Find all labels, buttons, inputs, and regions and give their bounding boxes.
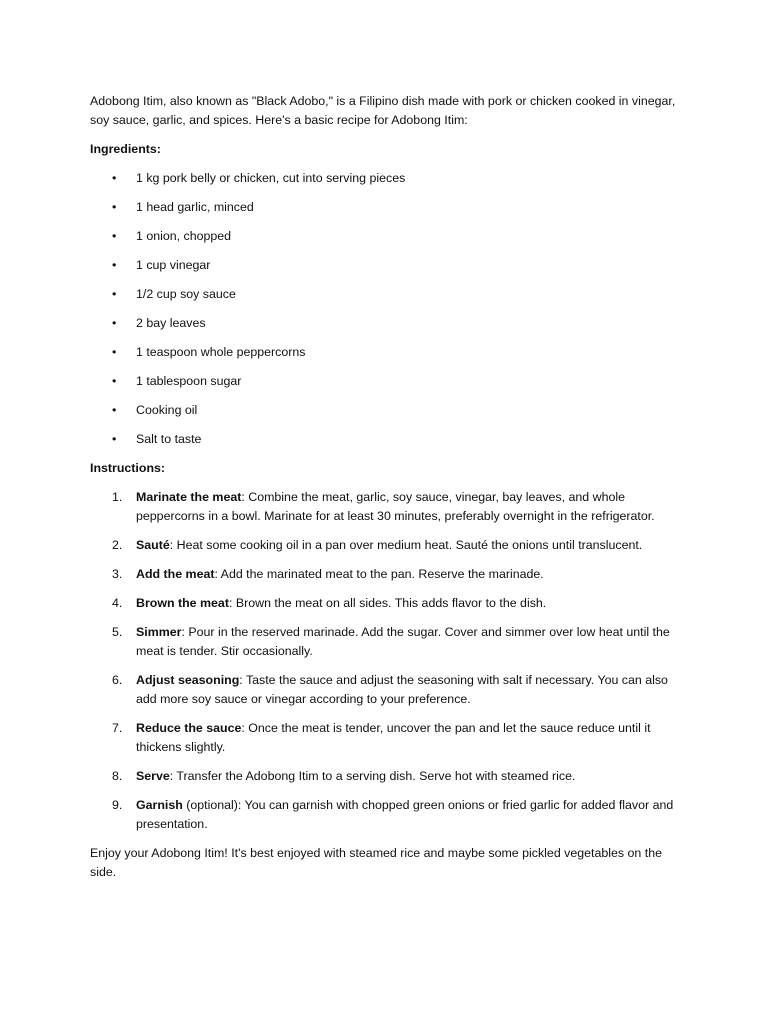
list-item	[90, 401, 690, 420]
step-number: 5.	[112, 625, 123, 639]
list-item	[90, 285, 690, 304]
intro-paragraph: Adobong Itim, also known as "Black Adobo," is a Filipino dish made with pork or chicken cooked in vinegar, soy sauce, garlic, and spices. Here's a basic recipe for Adobong Itim:	[90, 94, 676, 127]
list-item	[90, 314, 690, 333]
step-title: Add the meat	[136, 567, 215, 581]
step-title: Adjust seasoning	[136, 673, 240, 687]
bullet-icon: •	[112, 316, 117, 330]
ingredient-text: 1/2 cup soy sauce	[136, 287, 236, 301]
ingredient-text: 1 cup vinegar	[136, 258, 211, 272]
bullet-icon: •	[112, 287, 117, 301]
step-title: Garnish	[136, 798, 183, 812]
bullet-icon: •	[112, 403, 117, 417]
list-item	[90, 767, 690, 786]
list-item	[90, 565, 690, 584]
step-text: : Taste the sauce and adjust the seasoning with salt if necessary. You can also add more soy sauce or vinegar according to your preference.	[136, 673, 668, 706]
step-title: Brown the meat	[136, 596, 229, 610]
bullet-icon: •	[112, 200, 117, 214]
step-text: : Combine the meat, garlic, soy sauce, vinegar, bay leaves, and whole peppercorns in a bowl. Marinate for at least 30 minutes, preferably overnight in the refrigerator.	[136, 490, 655, 523]
list-item	[90, 430, 690, 449]
step-text: : Heat some cooking oil in a pan over medium heat. Sauté the onions until translucent.	[169, 538, 643, 552]
ingredients-list	[90, 169, 690, 449]
list-item	[90, 719, 690, 757]
list-item	[90, 227, 690, 246]
step-text: (optional): You can garnish with chopped green onions or fried garlic for added flavor and presentation.	[136, 798, 674, 831]
list-item	[90, 671, 690, 709]
document-page	[90, 92, 690, 882]
step-number: 2.	[112, 538, 123, 552]
step-text: : Once the meat is tender, uncover the pan and let the sauce reduce until it thickens slightly.	[136, 721, 651, 754]
list-item	[90, 536, 690, 555]
ingredient-text: Salt to taste	[136, 432, 202, 446]
bullet-icon: •	[112, 432, 117, 446]
step-text: : Brown the meat on all sides. This adds flavor to the dish.	[228, 596, 547, 610]
list-item	[90, 198, 690, 217]
step-text: : Transfer the Adobong Itim to a serving dish. Serve hot with steamed rice.	[169, 769, 576, 783]
list-item	[90, 796, 690, 834]
step-text: : Pour in the reserved marinade. Add the sugar. Cover and simmer over low heat until the meat is tender. Stir occasionally.	[136, 625, 670, 658]
ingredient-text: 1 head garlic, minced	[136, 200, 254, 214]
ingredient-text: 1 tablespoon sugar	[136, 374, 242, 388]
list-item	[90, 623, 690, 661]
step-number: 1.	[112, 490, 123, 504]
ingredient-text: 1 teaspoon whole peppercorns	[136, 345, 306, 359]
step-title: Marinate the meat	[136, 490, 242, 504]
step-title: Reduce the sauce	[136, 721, 242, 735]
step-number: 6.	[112, 673, 123, 687]
step-text: : Add the marinated meat to the pan. Reserve the marinade.	[214, 567, 544, 581]
bullet-icon: •	[112, 229, 117, 243]
instructions-list	[90, 488, 690, 834]
step-number: 4.	[112, 596, 123, 610]
bullet-icon: •	[112, 171, 117, 185]
list-item	[90, 488, 690, 526]
bullet-icon: •	[112, 258, 117, 272]
step-number: 9.	[112, 798, 123, 812]
step-title: Serve	[136, 769, 170, 783]
ingredient-text: 1 kg pork belly or chicken, cut into serving pieces	[136, 171, 406, 185]
list-item	[90, 169, 690, 188]
bullet-icon: •	[112, 374, 117, 388]
ingredient-text: Cooking oil	[136, 403, 198, 417]
step-number: 8.	[112, 769, 123, 783]
ingredients-heading: Ingredients:	[90, 142, 161, 156]
step-number: 7.	[112, 721, 123, 735]
ingredient-text: 1 onion, chopped	[136, 229, 232, 243]
step-number: 3.	[112, 567, 123, 581]
list-item	[90, 343, 690, 362]
list-item	[90, 256, 690, 275]
closing-paragraph: Enjoy your Adobong Itim! It's best enjoyed with steamed rice and maybe some pickled vegetables on the side.	[90, 846, 662, 879]
step-title: Sauté	[136, 538, 170, 552]
instructions-heading: Instructions:	[90, 461, 166, 475]
step-title: Simmer	[136, 625, 182, 639]
list-item	[90, 372, 690, 391]
bullet-icon: •	[112, 345, 117, 359]
ingredient-text: 2 bay leaves	[136, 316, 206, 330]
list-item	[90, 594, 690, 613]
